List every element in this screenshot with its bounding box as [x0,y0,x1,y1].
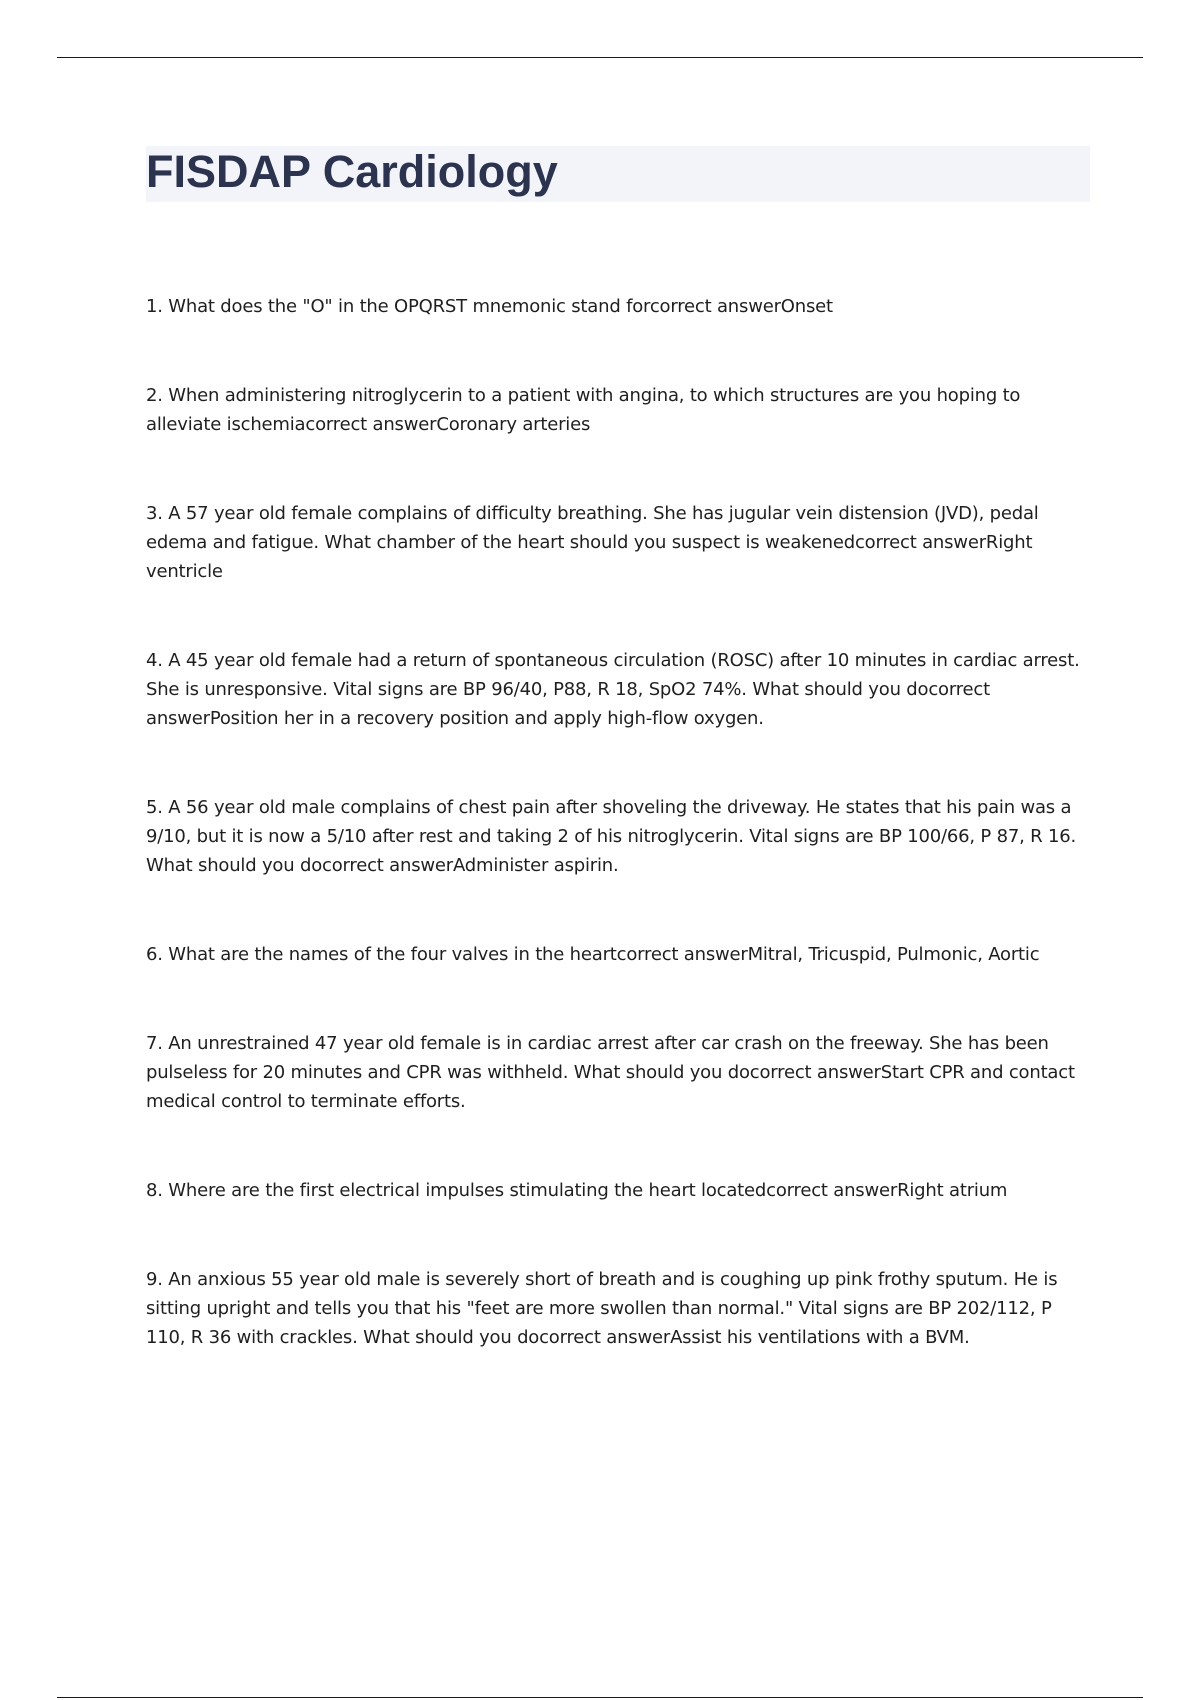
question-item: 1. What does the "O" in the OPQRST mnemonic stand forcorrect answerOnset [146,296,833,317]
top-rule [57,57,1143,58]
question-list [146,292,1090,1412]
question-item: 7. An unrestrained 47 year old female is in cardiac arrest after car crash on the freeway. She has been pulseless for 20 minutes and CPR was withheld. What should you docorrect answerStart CPR and contact medical control to terminate efforts. [146,1033,1075,1112]
question-item: 5. A 56 year old male complains of chest pain after shoveling the driveway. He states that his pain was a 9/10, but it is now a 5/10 after rest and taking 2 of his nitroglycerin. Vital signs are BP 100/66, P 87, R 16. What should you docorrect answerAdminister aspirin. [146,797,1076,876]
question-item: 3. A 57 year old female complains of difficulty breathing. She has jugular vein distension (JVD), pedal edema and fatigue. What chamber of the heart should you suspect is weakenedcorrect answerRight ventricle [146,503,1039,582]
page-title: FISDAP Cardiology [146,146,558,197]
question-item: 4. A 45 year old female had a return of spontaneous circulation (ROSC) after 10 minutes in cardiac arrest. She is unresponsive. Vital signs are BP 96/40, P88, R 18, SpO2 74%. What should you docorrect answerPosition her in a recovery position and apply high-flow oxygen. [146,650,1080,729]
question-item: 9. An anxious 55 year old male is severely short of breath and is coughing up pink frothy sputum. He is sitting upright and tells you that his "feet are more swollen than normal." Vital signs are BP 202/112, P 110, R 36 with crackles. What should you docorrect answerAssist his ventilations with a BVM. [146,1269,1058,1348]
question-item: 8. Where are the first electrical impulses stimulating the heart locatedcorrect answerRight atrium [146,1180,1008,1201]
question-item: 6. What are the names of the four valves in the heartcorrect answerMitral, Tricuspid, Pulmonic, Aortic [146,944,1040,965]
bottom-rule [57,1697,1143,1698]
question-item: 2. When administering nitroglycerin to a patient with angina, to which structures are you hoping to alleviate ischemiacorrect answerCoronary arteries [146,385,1021,435]
